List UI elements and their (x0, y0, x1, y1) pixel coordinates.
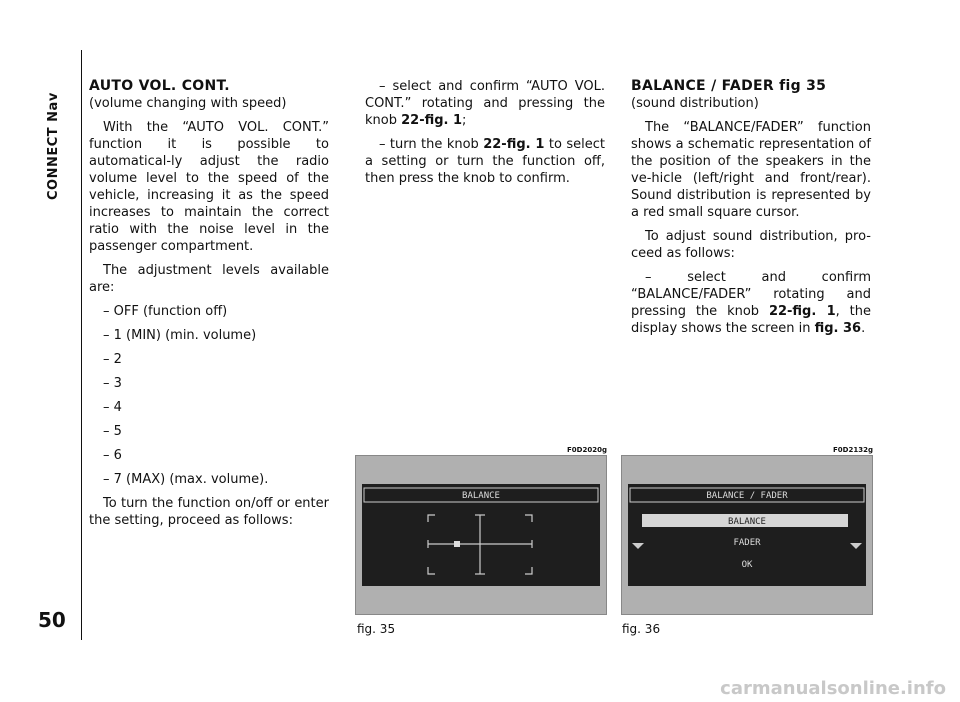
level-item: – 7 (MAX) (max. volume). (103, 472, 269, 487)
fig35-code: F0D2020g (567, 446, 607, 454)
column-3 (631, 78, 871, 344)
auto-vol-subheading: (volume changing with speed) (89, 96, 287, 111)
level-item: – 3 (103, 376, 122, 391)
balance-screen-title: BALANCE (462, 491, 500, 501)
level-item: – OFF (function off) (103, 304, 228, 319)
balance-fader-description: The “BALANCE/FADER” function shows a schematic representation of the position of the speakers in the ve-hicle (left/right and front/rear). Sound distribution is represented by a red small square cursor. (631, 120, 871, 220)
scroll-down-left-icon (632, 543, 644, 549)
auto-vol-heading: AUTO VOL. CONT. (89, 78, 230, 94)
speaker-corners (428, 515, 532, 574)
level-item: – 5 (103, 424, 122, 439)
fig36-code: F0D2132g (833, 446, 873, 454)
fig36-display (621, 455, 873, 615)
section-title: CONNECT Nav (46, 92, 61, 200)
step-1: – select and confirm “AUTO VOL. CONT.” rotating and pressing the knob 22-fig. 1; (365, 79, 605, 128)
fig35-caption: fig. 35 (357, 622, 396, 636)
balance-grid-graphic (362, 484, 600, 584)
fig36-caption: fig. 36 (622, 622, 661, 636)
level-item: – 4 (103, 400, 122, 415)
fig35-display (355, 455, 607, 615)
levels-intro: The adjustment levels available are: (89, 263, 329, 295)
balance-fader-screen-title: BALANCE / FADER (706, 491, 788, 501)
margin-rule (81, 50, 82, 640)
level-item: – 2 (103, 352, 122, 367)
step-2: – turn the knob 22-fig. 1 to select a setting or turn the function off, then press the knob to confirm. (365, 137, 605, 186)
menu-item-balance: BALANCE (728, 517, 766, 527)
procedure-intro: To turn the function on/off or enter the setting, proceed as follows: (89, 496, 329, 528)
balance-fader-subheading: (sound distribution) (631, 96, 759, 111)
balance-fader-menu-graphic (628, 484, 866, 584)
watermark: carmanualsonline.info (720, 678, 946, 699)
balance-fader-heading: BALANCE / FADER fig 35 (631, 78, 827, 94)
scroll-down-right-icon (850, 543, 862, 549)
balance-cursor (454, 541, 460, 547)
column-2 (365, 78, 605, 194)
menu-item-ok: OK (741, 560, 753, 570)
level-item: – 1 (MIN) (min. volume) (103, 328, 257, 343)
procedure-intro: To adjust sound distribution, pro-ceed as follows: (631, 229, 871, 261)
level-item: – 6 (103, 448, 122, 463)
auto-vol-description: With the “AUTO VOL. CONT.” function it is possible to automatical-ly adjust the radio volume level to the speed of the vehicle, increasing it as the speed increases to maintain the correct ratio with the noise level in the passenger compartment. (89, 120, 329, 254)
fig36-screen (628, 484, 866, 586)
menu-item-fader: FADER (733, 538, 761, 548)
column-1 (89, 78, 329, 536)
fig35-screen (362, 484, 600, 586)
page-number: 50 (38, 608, 66, 632)
step: – select and confirm “BALANCE/FADER” rotating and pressing the knob 22-fig. 1, the display shows the screen in fig. 36. (631, 270, 871, 336)
